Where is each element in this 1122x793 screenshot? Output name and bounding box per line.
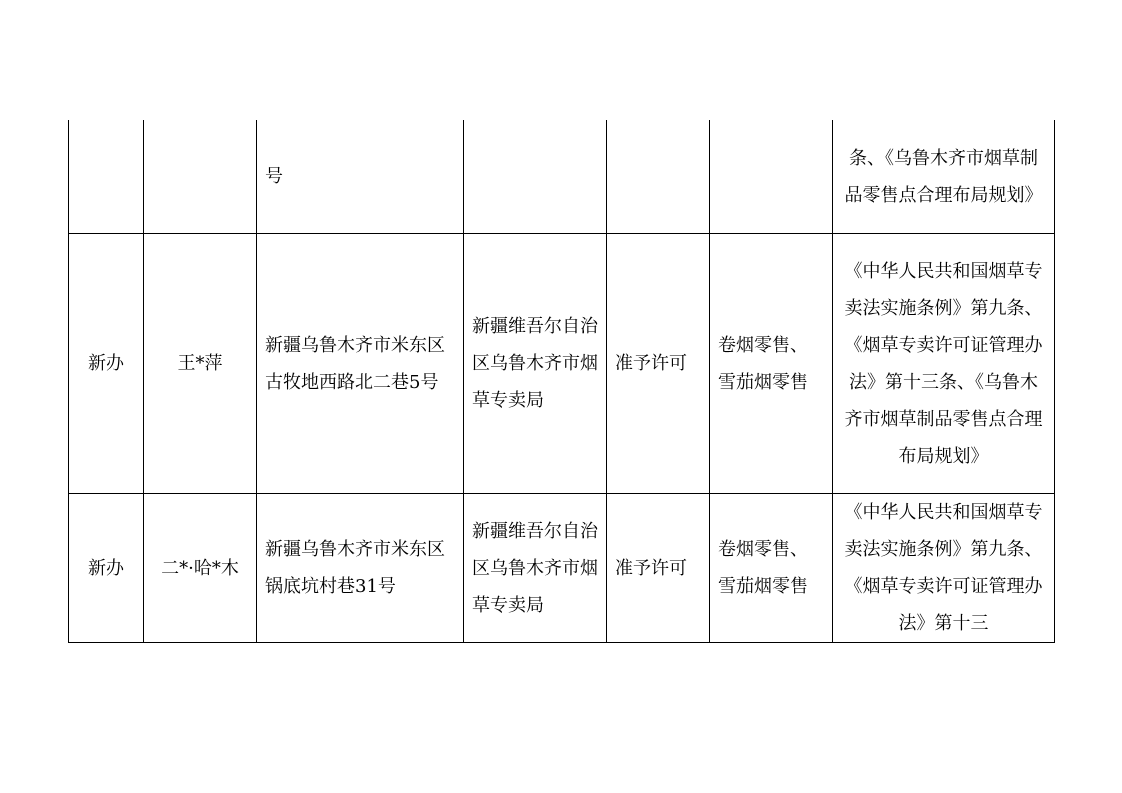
cell-org: 新疆维吾尔自治区乌鲁木齐市烟草专卖局	[464, 234, 607, 494]
cell-name	[144, 120, 257, 234]
cell-org: 新疆维吾尔自治区乌鲁木齐市烟草专卖局	[464, 494, 607, 643]
cell-address: 新疆乌鲁木齐市米东区古牧地西路北二巷5号	[257, 234, 464, 494]
cell-decision: 准予许可	[607, 494, 710, 643]
cell-type: 新办	[69, 234, 144, 494]
table-row	[69, 494, 1055, 643]
cell-basis: 《中华人民共和国烟草专卖法实施条例》第九条、《烟草专卖许可证管理办法》第十三条、《乌鲁木齐市烟草制品零售点合理布局规划》	[833, 234, 1055, 494]
cell-address: 新疆乌鲁木齐市米东区锅底坑村巷31号	[257, 494, 464, 643]
cell-type	[69, 120, 144, 234]
table-row	[69, 120, 1055, 234]
cell-scope	[710, 120, 833, 234]
cell-address: 号	[257, 120, 464, 234]
cell-decision	[607, 120, 710, 234]
cell-decision: 准予许可	[607, 234, 710, 494]
cell-basis: 《中华人民共和国烟草专卖法实施条例》第九条、《烟草专卖许可证管理办法》第十三	[833, 494, 1055, 643]
cell-name: 二*·哈*木	[144, 494, 257, 643]
cell-scope: 卷烟零售、雪茄烟零售	[710, 494, 833, 643]
cell-org	[464, 120, 607, 234]
cell-type: 新办	[69, 494, 144, 643]
table-row	[69, 234, 1055, 494]
cell-name: 王*萍	[144, 234, 257, 494]
cell-scope: 卷烟零售、雪茄烟零售	[710, 234, 833, 494]
cell-basis: 条、《乌鲁木齐市烟草制品零售点合理布局规划》	[833, 120, 1055, 234]
license-table	[68, 120, 1055, 643]
